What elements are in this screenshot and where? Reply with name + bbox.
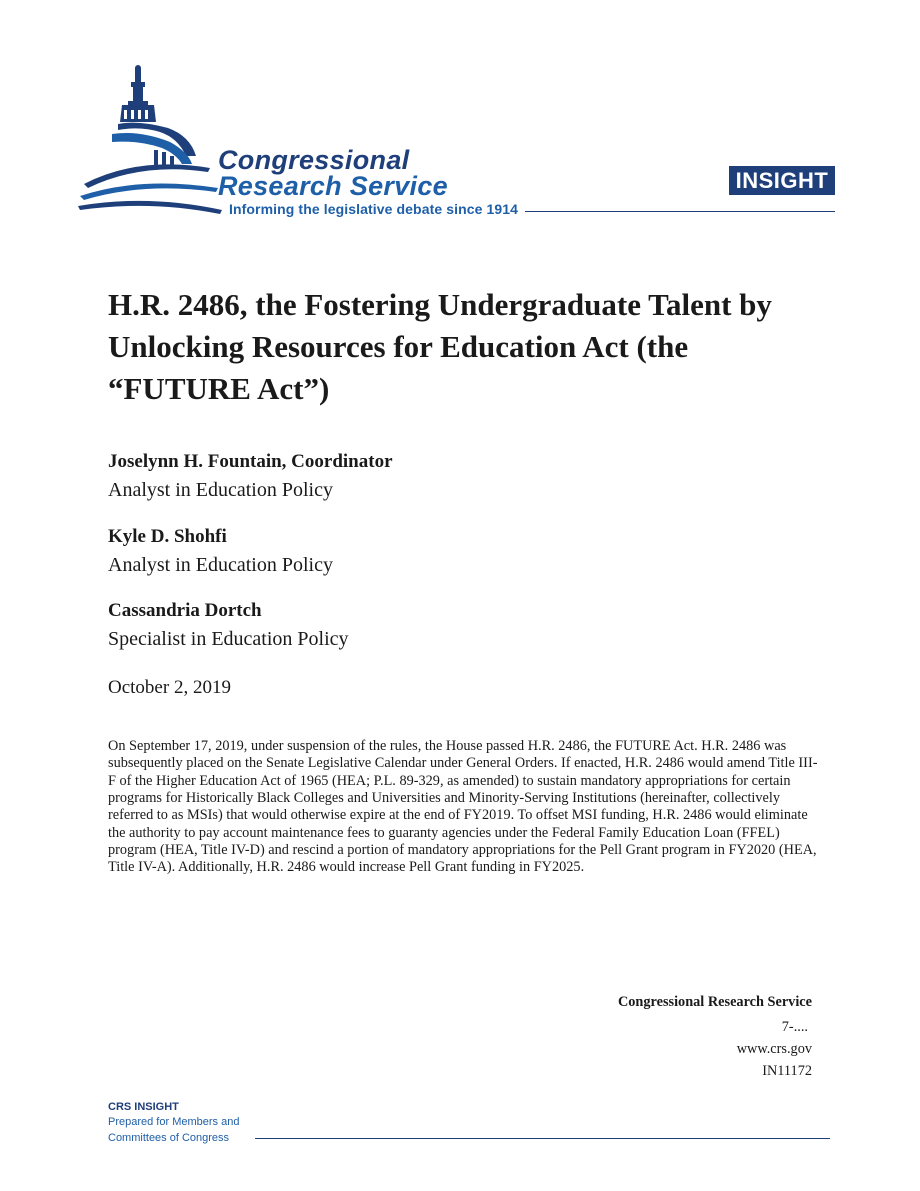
- author-role: Specialist in Education Policy: [108, 628, 349, 650]
- insight-badge: INSIGHT: [729, 166, 835, 195]
- page-title: H.R. 2486, the Fostering Undergraduate Talent by Unlocking Resources for Education Act (the “FUTURE Act”): [108, 287, 772, 406]
- author-role: Analyst in Education Policy: [108, 479, 333, 501]
- author-name: Kyle D. Shohfi: [108, 526, 227, 547]
- report-number: 7-....: [781, 1019, 808, 1035]
- author-block-1: [108, 450, 393, 502]
- footer-divider: [255, 1138, 830, 1139]
- body-paragraph: On September 17, 2019, under suspension of the rules, the House passed H.R. 2486, the FUTURE Act. H.R. 2486 was subsequently placed on the Senate Legislative Calendar under General Orders. If enacted, H.R. 2486 would amend Title III-F of the Higher Education Act of 1965 (HEA; P.L. 89-329, as amended) to sustain mandatory appropriations for certain programs for Historically Black Colleges and Universities and Minority-Serving Institutions (hereinafter, collectively referred to as MSIs) that would otherwise expire at the end of FY2019. To offset MSI funding, H.R. 2486 would eliminate the authority to pay account maintenance fees to guaranty agencies under the Federal Family Education Loan (FFEL) program (HEA, Title IV-D) and rescind a portion of mandatory appropriations for the Pell Grant program in FY2020 (HEA, Title IV-A). Additionally, H.R. 2486 would increase Pell Grant funding in FY2025.: [108, 738, 818, 876]
- author-name: Joselynn H. Fountain, Coordinator: [108, 451, 393, 472]
- author-block-3: [108, 599, 349, 651]
- product-code: IN11172: [762, 1063, 812, 1079]
- footer-prepared-line: Prepared for Members and: [108, 1116, 240, 1128]
- footer-crs-insight-label: CRS INSIGHT: [108, 1101, 179, 1113]
- logo-text-research-service: Research Service: [218, 171, 448, 201]
- logo-text-congressional: Congressional: [218, 145, 410, 175]
- capitol-dome-icon: [78, 64, 223, 224]
- website-link[interactable]: www.crs.gov: [736, 1041, 812, 1057]
- author-name: Cassandria Dortch: [108, 600, 262, 621]
- footer-committees-line: Committees of Congress: [108, 1132, 230, 1144]
- header-divider: [525, 211, 835, 212]
- author-role: Analyst in Education Policy: [108, 554, 333, 576]
- publication-date: October 2, 2019: [108, 677, 231, 698]
- logo-tagline: Informing the legislative debate since 1914: [229, 201, 519, 217]
- author-block-2: [108, 525, 333, 577]
- footer-org-name: Congressional Research Service: [617, 994, 812, 1010]
